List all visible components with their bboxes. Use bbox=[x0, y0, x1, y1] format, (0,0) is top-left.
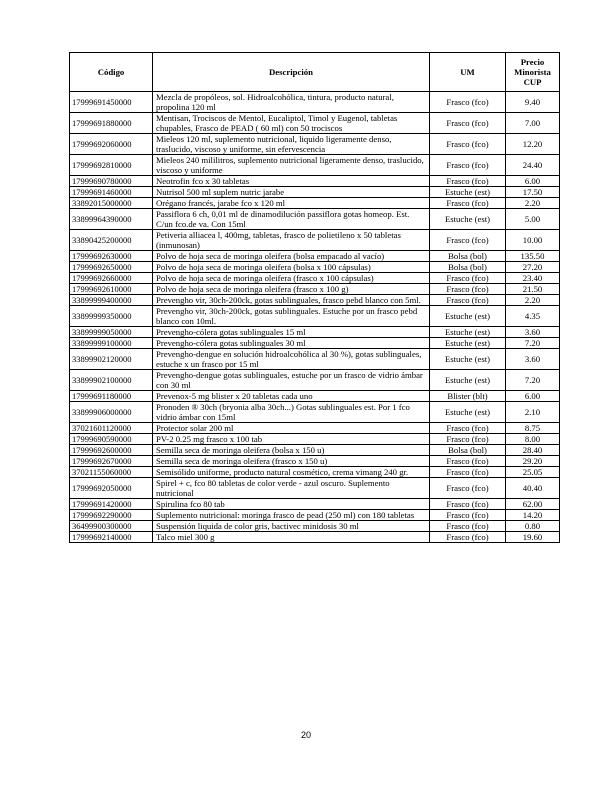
cell-price: 21.50 bbox=[506, 284, 560, 295]
cell-um: Frasco (fco) bbox=[430, 423, 506, 434]
table-row bbox=[70, 445, 560, 456]
cell-description: Mieleos 120 ml, suplemento nutricional, liquido ligeramente denso, traslucido, viscoso y uniforme, sin efervescencia bbox=[153, 134, 430, 155]
table-row bbox=[70, 370, 560, 391]
cell-code: 33899999050000 bbox=[70, 327, 153, 338]
cell-description: Prevengho vir, 30ch-200ck, gotas sublinguales, frasco pebd blanco con 5ml. bbox=[153, 295, 430, 306]
cell-description: Prevengho-dengue en solución hidroalcohólica al 30 %), gotas sublinguales, estuche x un frasco por 15 ml bbox=[153, 349, 430, 370]
cell-price: 0.80 bbox=[506, 521, 560, 532]
table-row bbox=[70, 198, 560, 209]
cell-description: Polvo de hoja seca de moringa oleifera (frasco x 100 g) bbox=[153, 284, 430, 295]
cell-code: 33892015000000 bbox=[70, 198, 153, 209]
cell-um: Frasco (fco) bbox=[430, 510, 506, 521]
cell-code: 17999692290000 bbox=[70, 510, 153, 521]
cell-code: 17999692630000 bbox=[70, 251, 153, 262]
cell-code: 17999692660000 bbox=[70, 273, 153, 284]
table-row bbox=[70, 92, 560, 113]
cell-code: 17999692670000 bbox=[70, 456, 153, 467]
cell-code: 17999690780000 bbox=[70, 176, 153, 187]
cell-code: 37021155060000 bbox=[70, 467, 153, 478]
table-row bbox=[70, 391, 560, 402]
cell-um: Frasco (fco) bbox=[430, 230, 506, 251]
cell-um: Estuche (est) bbox=[430, 370, 506, 391]
cell-um: Bolsa (bol) bbox=[430, 251, 506, 262]
cell-description: Pronoden ® 30ch (bryonia alba 30ch...) Gotas sublinguales est. Por 1 fco vidrio ámbar con 15ml bbox=[153, 402, 430, 423]
cell-price: 8.75 bbox=[506, 423, 560, 434]
table-row bbox=[70, 338, 560, 349]
cell-code: 17999692600000 bbox=[70, 445, 153, 456]
cell-um: Frasco (fco) bbox=[430, 92, 506, 113]
cell-um: Bolsa (bol) bbox=[430, 262, 506, 273]
cell-um: Frasco (fco) bbox=[430, 434, 506, 445]
cell-code: 33899906000000 bbox=[70, 402, 153, 423]
cell-description: Nutrisol 500 ml suplem nutric jarabe bbox=[153, 187, 430, 198]
cell-code: 17999691880000 bbox=[70, 113, 153, 134]
cell-um: Frasco (fco) bbox=[430, 176, 506, 187]
header-um: UM bbox=[430, 53, 506, 92]
cell-description: Passiflora 6 ch, 0,01 ml de dinamodilución passiflora gotas homeop. Est. C/un fco.de va. Con 15ml bbox=[153, 209, 430, 230]
cell-price: 2.10 bbox=[506, 402, 560, 423]
cell-um: Bolsa (bol) bbox=[430, 445, 506, 456]
cell-code: 17999691180000 bbox=[70, 391, 153, 402]
cell-description: Neotrofin fco x 30 tabletas bbox=[153, 176, 430, 187]
cell-price: 14.20 bbox=[506, 510, 560, 521]
table-row bbox=[70, 113, 560, 134]
price-table bbox=[69, 52, 560, 543]
cell-code: 17999692140000 bbox=[70, 532, 153, 543]
cell-price: 62.00 bbox=[506, 499, 560, 510]
table-row bbox=[70, 209, 560, 230]
cell-code: 33899999350000 bbox=[70, 306, 153, 327]
cell-description: Mezcla de propóleos, sol. Hidroalcohólica, tintura, producto natural, propolina 120 ml bbox=[153, 92, 430, 113]
table-row bbox=[70, 499, 560, 510]
cell-price: 23.40 bbox=[506, 273, 560, 284]
cell-um: Frasco (fco) bbox=[430, 521, 506, 532]
cell-price: 27.20 bbox=[506, 262, 560, 273]
header-code: Código bbox=[70, 53, 153, 92]
cell-description: Suspensión liquida de color gris, bactivec minidosis 30 ml bbox=[153, 521, 430, 532]
cell-price: 8.00 bbox=[506, 434, 560, 445]
cell-price: 7.20 bbox=[506, 338, 560, 349]
cell-code: 33890425200000 bbox=[70, 230, 153, 251]
cell-description: Mentisan, Trociscos de Mentol, Eucaliptol, Timol y Eugenol, tabletas chupables, Frasco de PEAD ( 60 ml) con 50 trociscos bbox=[153, 113, 430, 134]
table-row bbox=[70, 327, 560, 338]
header-price: Precio Minorista CUP bbox=[506, 53, 560, 92]
cell-price: 6.00 bbox=[506, 391, 560, 402]
cell-um: Frasco (fco) bbox=[430, 532, 506, 543]
cell-code: 33899999400000 bbox=[70, 295, 153, 306]
cell-code: 17999692050000 bbox=[70, 478, 153, 499]
cell-description: PV-2 0.25 mg frasco x 100 tab bbox=[153, 434, 430, 445]
cell-description: Prevengho vir, 30ch-200ck, gotas sublinguales. Estuche por un frasco pebd blanco con 10ml. bbox=[153, 306, 430, 327]
table-row bbox=[70, 434, 560, 445]
cell-code: 33899999100000 bbox=[70, 338, 153, 349]
cell-description: Orégano francés, jarabe fco x 120 ml bbox=[153, 198, 430, 209]
table-row bbox=[70, 284, 560, 295]
table-row bbox=[70, 467, 560, 478]
cell-um: Frasco (fco) bbox=[430, 456, 506, 467]
cell-description: Prevengho-cólera gotas sublinguales 15 ml bbox=[153, 327, 430, 338]
cell-code: 33899902100000 bbox=[70, 370, 153, 391]
table-row bbox=[70, 306, 560, 327]
cell-description: Spirulina fco 80 tab bbox=[153, 499, 430, 510]
cell-description: Semisólido uniforme, producto natural cosmético, crema vimang 240 gr. bbox=[153, 467, 430, 478]
cell-price: 4.35 bbox=[506, 306, 560, 327]
cell-description: Talco miel 300 g bbox=[153, 532, 430, 543]
table-row bbox=[70, 423, 560, 434]
cell-price: 3.60 bbox=[506, 349, 560, 370]
table-row bbox=[70, 295, 560, 306]
cell-code: 37021601120000 bbox=[70, 423, 153, 434]
cell-description: Prevengho-dengue gotas sublinguales, estuche por un frasco de vidrio ámbar con 30 ml bbox=[153, 370, 430, 391]
cell-um: Estuche (est) bbox=[430, 327, 506, 338]
table-row bbox=[70, 251, 560, 262]
cell-code: 17999692650000 bbox=[70, 262, 153, 273]
cell-code: 17999692060000 bbox=[70, 134, 153, 155]
cell-code: 33899902120000 bbox=[70, 349, 153, 370]
table-row bbox=[70, 134, 560, 155]
cell-um: Frasco (fco) bbox=[430, 499, 506, 510]
cell-description: Mieleos 240 mililitros, suplemento nutricional ligeramente denso, traslucido, viscoso y uniforme bbox=[153, 155, 430, 176]
cell-price: 6.00 bbox=[506, 176, 560, 187]
cell-um: Frasco (fco) bbox=[430, 467, 506, 478]
header-description: Descripción bbox=[153, 53, 430, 92]
cell-description: Petiveria alliacea l, 400mg, tabletas, frasco de polietileno x 50 tabletas (inmunosan) bbox=[153, 230, 430, 251]
cell-price: 7.20 bbox=[506, 370, 560, 391]
cell-price: 10.00 bbox=[506, 230, 560, 251]
cell-code: 17999691450000 bbox=[70, 92, 153, 113]
cell-um: Frasco (fco) bbox=[430, 284, 506, 295]
page-number: 20 bbox=[300, 730, 311, 740]
cell-description: Suplemento nutricional: moringa frasco de pead (250 ml) con 180 tabletas bbox=[153, 510, 430, 521]
cell-price: 29.20 bbox=[506, 456, 560, 467]
cell-um: Frasco (fco) bbox=[430, 155, 506, 176]
table-header-row bbox=[70, 53, 560, 92]
table-row bbox=[70, 510, 560, 521]
cell-code: 17999690590000 bbox=[70, 434, 153, 445]
cell-price: 40.40 bbox=[506, 478, 560, 499]
table-row bbox=[70, 532, 560, 543]
cell-um: Frasco (fco) bbox=[430, 113, 506, 134]
cell-price: 3.60 bbox=[506, 327, 560, 338]
cell-description: Semilla seca de moringa oleifera (bolsa x 150 u) bbox=[153, 445, 430, 456]
table-row bbox=[70, 521, 560, 532]
cell-description: Prevengho-cólera gotas sublinguales 30 ml bbox=[153, 338, 430, 349]
cell-um: Estuche (est) bbox=[430, 349, 506, 370]
cell-um: Estuche (est) bbox=[430, 338, 506, 349]
cell-um: Estuche (est) bbox=[430, 209, 506, 230]
cell-price: 7.00 bbox=[506, 113, 560, 134]
cell-price: 135.50 bbox=[506, 251, 560, 262]
cell-code: 33899964390000 bbox=[70, 209, 153, 230]
table-row bbox=[70, 176, 560, 187]
cell-um: Blister (blt) bbox=[430, 391, 506, 402]
cell-um: Frasco (fco) bbox=[430, 478, 506, 499]
cell-description: Semilla seca de moringa oleifera (frasco x 150 u) bbox=[153, 456, 430, 467]
cell-description: Polvo de hoja seca de moringa oleifera (bolsa x 100 cápsulas) bbox=[153, 262, 430, 273]
cell-um: Estuche (est) bbox=[430, 187, 506, 198]
cell-price: 19.60 bbox=[506, 532, 560, 543]
cell-price: 9.40 bbox=[506, 92, 560, 113]
table-row bbox=[70, 478, 560, 499]
cell-description: Polvo de hoja seca de moringa oleifera (frasco x 100 cápsulas) bbox=[153, 273, 430, 284]
cell-price: 17.50 bbox=[506, 187, 560, 198]
table-row bbox=[70, 456, 560, 467]
cell-code: 17999692610000 bbox=[70, 284, 153, 295]
cell-price: 24.40 bbox=[506, 155, 560, 176]
table-row bbox=[70, 230, 560, 251]
cell-um: Frasco (fco) bbox=[430, 134, 506, 155]
table-row bbox=[70, 402, 560, 423]
cell-price: 2.20 bbox=[506, 295, 560, 306]
cell-description: Spirel + c, fco 80 tabletas de color verde - azul oscuro. Suplemento nutricional bbox=[153, 478, 430, 499]
cell-code: 17999691420000 bbox=[70, 499, 153, 510]
table-row bbox=[70, 273, 560, 284]
cell-price: 28.40 bbox=[506, 445, 560, 456]
table-row bbox=[70, 187, 560, 198]
table-body bbox=[70, 92, 560, 543]
table-row bbox=[70, 349, 560, 370]
cell-um: Frasco (fco) bbox=[430, 295, 506, 306]
cell-description: Protector solar 200 ml bbox=[153, 423, 430, 434]
table-row bbox=[70, 262, 560, 273]
cell-code: 17999691460000 bbox=[70, 187, 153, 198]
cell-price: 25.05 bbox=[506, 467, 560, 478]
cell-price: 5.00 bbox=[506, 209, 560, 230]
cell-code: 17999692810000 bbox=[70, 155, 153, 176]
table-row bbox=[70, 155, 560, 176]
cell-code: 36499900300000 bbox=[70, 521, 153, 532]
cell-price: 12.20 bbox=[506, 134, 560, 155]
cell-um: Estuche (est) bbox=[430, 306, 506, 327]
cell-um: Estuche (est) bbox=[430, 402, 506, 423]
cell-um: Frasco (fco) bbox=[430, 198, 506, 209]
cell-um: Frasco (fco) bbox=[430, 273, 506, 284]
cell-price: 2.20 bbox=[506, 198, 560, 209]
cell-description: Prevenox-5 mg blister x 20 tabletas cada uno bbox=[153, 391, 430, 402]
cell-description: Polvo de hoja seca de moringa oleifera (bolsa empacado al vacío) bbox=[153, 251, 430, 262]
